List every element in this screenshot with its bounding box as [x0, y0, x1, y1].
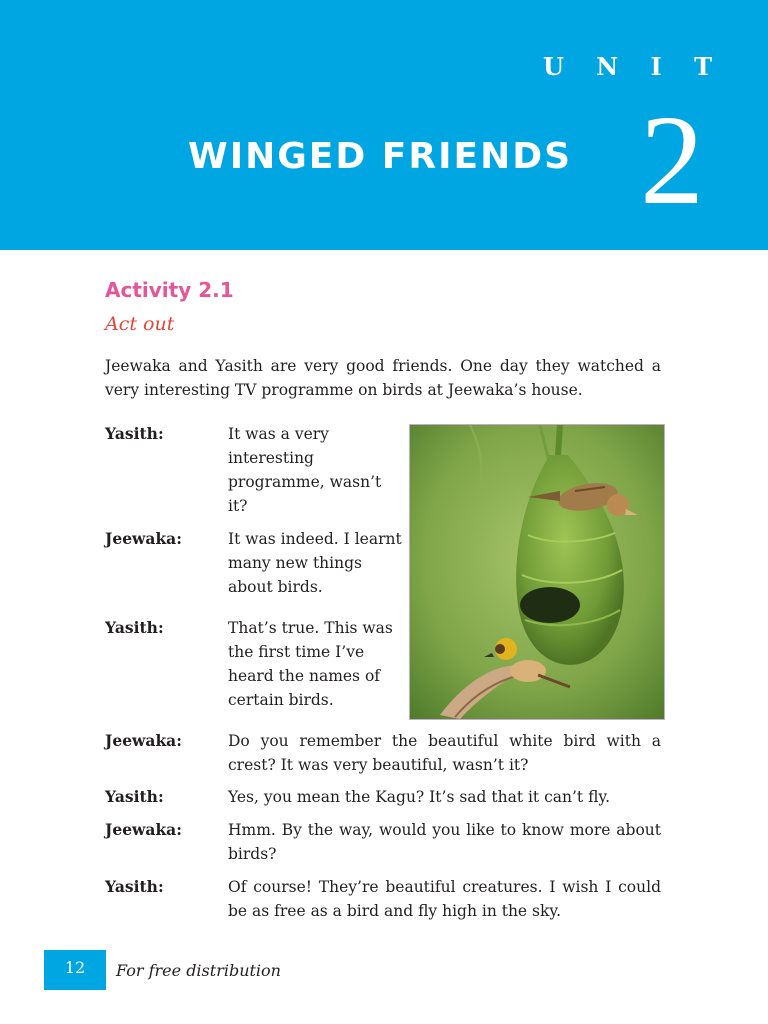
unit-label: U N I T	[542, 52, 724, 81]
unit-title: WINGED FRIENDS	[188, 136, 573, 177]
dialogue-text: Hmm. By the way, would you like to know more about birds?	[228, 821, 661, 863]
speaker-label: Yasith:	[105, 618, 164, 637]
dialogue-text: Yes, you mean the Kagu? It’s sad that it can’t fly.	[228, 788, 611, 806]
activity-subtitle: Act out	[105, 313, 175, 335]
dialogue-text: Do you remember the beautiful white bird with a crest? It was very beautiful, wasn’t it?	[228, 732, 661, 774]
speaker-label: Yasith:	[105, 787, 164, 806]
activity-title: Activity 2.1	[105, 278, 234, 302]
unit-banner	[0, 0, 768, 250]
intro-paragraph: Jeewaka and Yasith are very good friends. One day they watched a very interesting TV programme on birds at Jeewaka’s house.	[105, 357, 661, 399]
dialogue-text: It was a very interesting programme, wasn’t it?	[228, 425, 382, 515]
speaker-label: Yasith:	[105, 424, 164, 443]
dialogue-text: Of course! They’re beautiful creatures. I wish I could be as free as a bird and fly high in the sky.	[228, 878, 661, 920]
speaker-label: Jeewaka:	[105, 820, 182, 839]
unit-number: 2	[640, 89, 704, 231]
speaker-label: Jeewaka:	[105, 731, 182, 750]
speaker-label: Jeewaka:	[105, 529, 182, 548]
page-number: 12	[44, 950, 106, 990]
footer-text: For free distribution	[116, 961, 281, 980]
speaker-label: Yasith:	[105, 877, 164, 896]
weaver-nest-photo	[409, 424, 665, 720]
dialogue-text: That’s true. This was the first time I’ve heard the names of certain birds.	[228, 619, 393, 709]
dialogue-text: It was indeed. I learnt many new things about birds.	[228, 530, 402, 596]
